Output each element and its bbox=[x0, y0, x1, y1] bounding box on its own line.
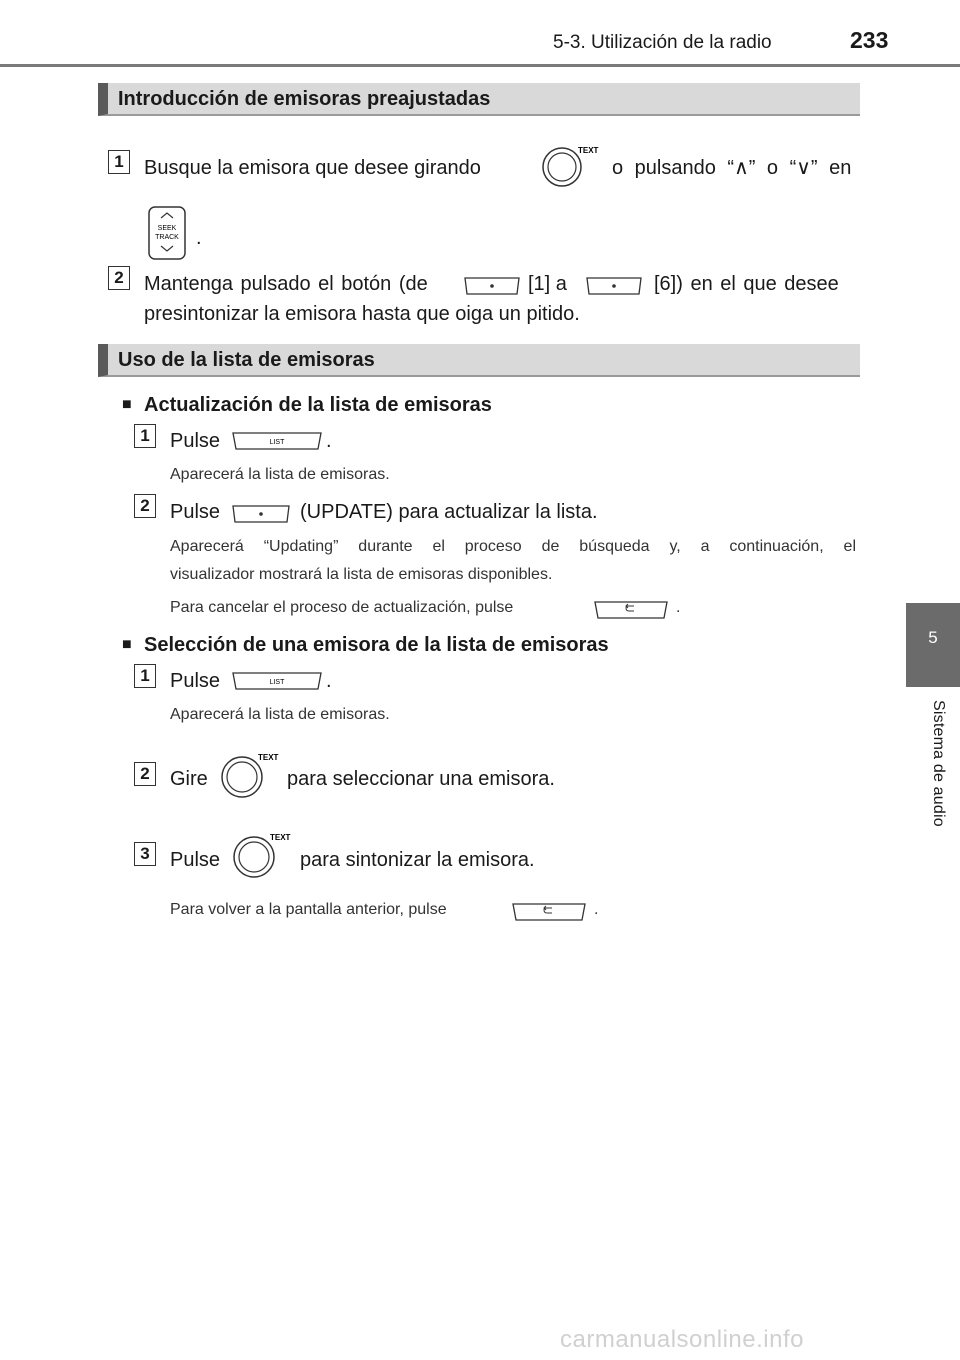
note-text: Para volver a la pantalla anterior, pulse bbox=[170, 901, 447, 918]
tune-knob-icon bbox=[232, 832, 291, 872]
tune-knob-icon bbox=[220, 752, 279, 792]
seek-track-button-icon bbox=[148, 206, 186, 260]
step-number: 1 bbox=[134, 424, 156, 448]
step-text: Pulse bbox=[170, 670, 221, 692]
page-number: 233 bbox=[850, 27, 889, 53]
step-text-rest bbox=[612, 154, 851, 182]
list-button-icon bbox=[232, 431, 322, 449]
text-segment: ” o “ bbox=[748, 157, 797, 179]
step-text: Pulse bbox=[170, 501, 221, 523]
tune-knob-icon bbox=[542, 146, 599, 186]
period: . bbox=[326, 430, 332, 452]
section-title: Uso de la lista de emisoras bbox=[118, 349, 375, 371]
section-bar-station-list bbox=[98, 344, 860, 377]
section-heading: 5-3. Utilización de la radio bbox=[553, 32, 772, 53]
step-text: presintonizar la emisora hasta que oiga un pitido. bbox=[144, 303, 580, 325]
step-number: 1 bbox=[108, 150, 130, 174]
list-label: LIST bbox=[269, 439, 285, 446]
back-button-icon bbox=[594, 600, 668, 618]
preset-button-6-icon bbox=[586, 276, 642, 294]
text-segment: ” en bbox=[810, 157, 852, 179]
seek-label: SEEK bbox=[157, 225, 177, 232]
bullet-icon: ■ bbox=[122, 636, 132, 653]
note-text: Aparecerá “Updating” durante el proceso de búsqueda y, a continuación, el bbox=[170, 538, 856, 555]
step-text: para seleccionar una emisora. bbox=[287, 768, 555, 790]
down-arrow: ∨ bbox=[796, 157, 811, 179]
knob-label: TEXT bbox=[258, 753, 279, 762]
up-arrow: ∧ bbox=[734, 157, 749, 179]
list-button-icon bbox=[232, 671, 322, 689]
subsection-title: Actualización de la lista de emisoras bbox=[144, 394, 492, 416]
subsection-title: Selección de una emisora de la lista de emisoras bbox=[144, 634, 609, 656]
step-text: para sintonizar la emisora. bbox=[300, 849, 535, 871]
update-button-icon bbox=[232, 504, 290, 522]
period: . bbox=[676, 599, 681, 616]
note-text: Aparecerá la lista de emisoras. bbox=[170, 466, 390, 483]
section-bar-presets bbox=[98, 83, 860, 116]
back-button-icon bbox=[512, 902, 586, 920]
step-number: 2 bbox=[134, 762, 156, 786]
period: . bbox=[196, 227, 202, 249]
period: . bbox=[326, 670, 332, 692]
step-number: 3 bbox=[134, 842, 156, 866]
step-text: (UPDATE) para actualizar la lista. bbox=[300, 501, 598, 523]
step-text: Pulse bbox=[170, 849, 221, 871]
step-number: 2 bbox=[108, 266, 130, 290]
chapter-label: Sistema de audio bbox=[930, 700, 947, 827]
step-text: Busque la emisora que desee girando bbox=[144, 157, 481, 179]
step-number: 1 bbox=[134, 664, 156, 688]
bullet-icon: ■ bbox=[122, 396, 132, 413]
step-text: [6]) en el que desee bbox=[654, 273, 839, 295]
watermark-text: carmanualsonline.info bbox=[560, 1326, 804, 1353]
step-text: [1] a bbox=[528, 273, 567, 295]
note-text: Para cancelar el proceso de actualización, pulse bbox=[170, 599, 514, 616]
note-text: Aparecerá la lista de emisoras. bbox=[170, 706, 390, 723]
chapter-number: 5 bbox=[928, 628, 938, 647]
section-title: Introducción de emisoras preajustadas bbox=[118, 88, 491, 110]
header-rule bbox=[0, 64, 960, 67]
knob-label: TEXT bbox=[270, 833, 291, 842]
step-text: Mantenga pulsado el botón (de bbox=[144, 273, 428, 295]
step-text: Gire bbox=[170, 768, 208, 790]
track-label: TRACK bbox=[155, 234, 179, 241]
step-text: Pulse bbox=[170, 430, 221, 452]
step-number: 2 bbox=[134, 494, 156, 518]
list-label: LIST bbox=[269, 679, 285, 686]
note-text: visualizador mostrará la lista de emisoras disponibles. bbox=[170, 566, 553, 583]
period: . bbox=[594, 901, 599, 918]
knob-label: TEXT bbox=[578, 146, 599, 155]
text-segment: o pulsando “ bbox=[612, 157, 735, 179]
preset-button-1-icon bbox=[464, 276, 520, 294]
